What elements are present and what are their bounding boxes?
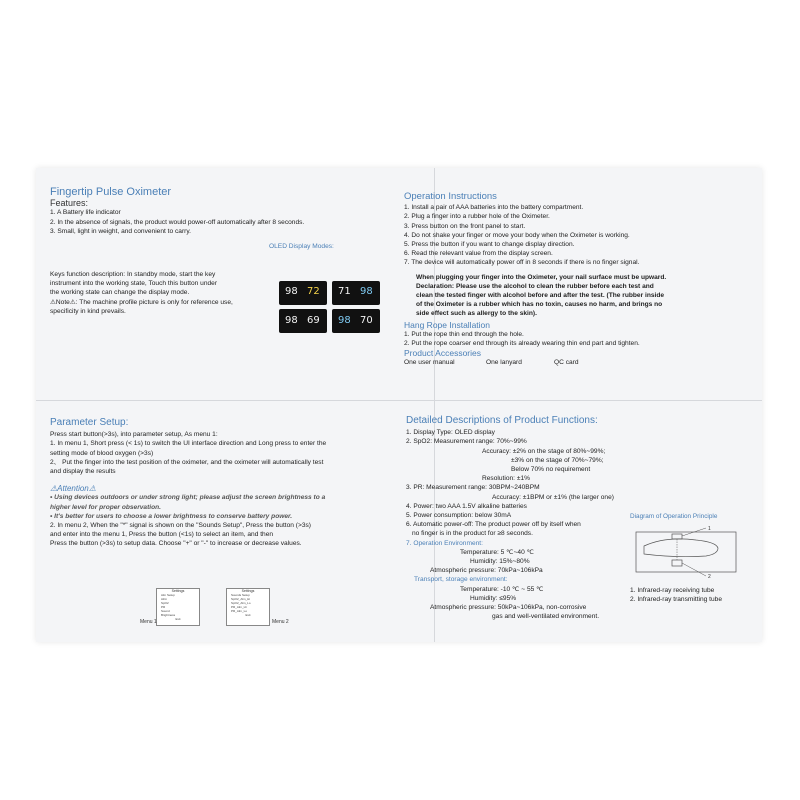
right-top-panel [404,192,754,368]
operation-title: Operation Instructions [404,191,497,202]
spec-line: 6. Automatic power-off: The product power off by itself when [406,521,581,529]
operation-principle-diagram [626,524,750,580]
oled-value: 98 [360,286,373,297]
feature-2: 2. In the absence of signals, the product would power-off automatically after 8 seconds. [50,218,305,226]
transmitter-box [672,560,682,566]
menu-row: Alrm [161,597,168,601]
parameter-setup-title: Parameter Setup: [50,417,129,428]
spec-line: 3. PR: Measurement range: 30BPM~240BPM [406,484,540,492]
oled-value: 72 [307,286,320,297]
oled-value: 69 [307,315,320,326]
warning-line: clean the tested finger with alcohol before and after the test. (The rubber inside [416,292,665,300]
spec-line: 2. SpO2: Measurement range: 70%~99% [406,438,527,446]
spec-line: Temperature: -10 ℃ ~ 55 ℃ [460,585,544,593]
spec-line: no finger is in the product for ≥8 seconds. [412,530,533,538]
hang-step: 2. Put the rope coarser end through its already wearing thin end part and tighten. [404,340,640,348]
menu-row: Brightness [161,613,176,617]
accessory-item: One lanyard [486,359,522,367]
keys-line: the working state can change the display mode. [50,289,190,297]
hang-rope-title: Hang Rope Installation [404,319,491,330]
spec-line: Accuracy: ±1BPM or ±1% (the larger one) [492,493,614,501]
horizontal-fold [36,400,762,401]
menu-2-label: Menu 2 [272,619,289,625]
menu2-line: and enter into the menu 1, Press the button (<1s) to select an item, and then [50,531,274,539]
spec-line: Atmospheric pressure: 70kPa~106kPa [430,567,543,575]
left-top-panel [50,188,420,236]
hang-step: 1. Put the rope thin end through the hole. [404,330,524,338]
menu-row: Sound [161,609,170,613]
attention-line: higher level for proper observation. [50,503,162,511]
menu-row: PR_Alm_Hi [231,605,247,609]
oled-label: OLED Display Modes: [269,243,334,250]
attention-line: • Using devices outdoors or under strong light; please adjust the screen brightness to a [50,494,326,502]
step: 4. Do not shake your finger or move your body when the Oximeter is working. [404,231,630,239]
product-title: Fingertip Pulse Oximeter [50,186,172,198]
feature-1: 1. A Battery life indicator [50,209,121,217]
leader-line-2 [682,563,706,576]
right-bottom-panel [406,416,636,621]
spec-line: Accuracy: ±2% on the stage of 80%~99%; [482,447,606,455]
oled-screen-1 [279,281,327,305]
menu-row: Alm Setup [161,593,175,597]
receiver-box [672,534,682,539]
step: 3. Press button on the front panel to start. [404,222,526,230]
functions-title: Detailed Descriptions of Product Functions: [406,415,598,426]
keys-line: instrument into the working state, Touch this button under [50,280,218,288]
diagram-title: Diagram of Operation Principle [630,513,718,520]
menu2-line: 2. In menu 2, When the "*" signal is shown on the "Sounds Setup", Press the button (>3s) [50,522,311,530]
setup-line: setting mode of blood oxygen (>3s) [50,449,154,457]
setup-intro: Press start button(>3s), into parameter setup, As menu 1: [50,431,218,439]
spec-line: 5. Power consumption: below 30mA [406,512,512,520]
warning-line: When plugging your finger into the Oximeter, your nail surface must be upward. [416,273,667,281]
step: 5. Press the button if you want to change display direction. [404,241,575,249]
left-bottom-panel [50,418,400,549]
note-line: specificity in kind prevails. [50,307,126,315]
diagram-number-2: 2 [708,574,711,580]
spec-line: Below 70% no requirement [511,466,591,474]
warning-line: Declaration: Please use the alcohol to clean the rubber before each test and [416,282,654,290]
warning-block [404,273,754,319]
menu-title: Settings [241,589,255,593]
instruction-sheet [36,168,762,642]
warning-line: side effect such as allergy to the skin). [416,310,537,318]
menu-row: Exit [175,617,181,621]
oled-screen-4 [332,309,380,333]
menu-row: PR_Alm_Lo [231,609,248,613]
menu-row: SpO2 [161,601,169,605]
menu-1-thumbnail [156,588,200,626]
menu-row: Exit [245,613,251,617]
oled-value: 98 [285,286,298,297]
oled-screen-3 [279,309,327,333]
device-outline [636,532,736,572]
attention-title: ⚠Attention⚠ [50,484,96,494]
spec-line: 1. Display Type: OLED display [406,429,495,437]
menu-1-label: Menu 1 [140,619,157,625]
keys-line: Keys function description: In standby mode, start the key [50,271,216,278]
legend-line: 1. Infrared-ray receiving tube [630,587,715,594]
accessory-item: QC card [554,359,579,367]
accessory-item: One user manual [404,359,455,367]
note-line: ⚠Note⚠: The machine profile picture is only for reference use, [50,298,233,306]
spec-line: Humidity: 15%~80% [470,558,530,566]
menu2-line: Press the button (>3s) to setup data. Choose "+" or "-" to increase or decrease values. [50,540,302,548]
spec-line: ±3% on the stage of 70%~79%; [511,456,604,464]
oled-screen-2 [332,281,380,305]
legend-line: 2. Infrared-ray transmitting tube [630,596,722,604]
oled-value: 71 [338,286,351,297]
diagram-legend [630,586,722,604]
keys-description [50,270,270,316]
menu-row: PR [161,605,166,609]
accessories-title: Product Accessories [404,348,482,359]
accessories-row [404,358,754,368]
menu-title: Settings [171,589,185,593]
step: 2. Plug a finger into a rubber hole of the Oximeter. [404,213,550,221]
menu-row: Sounds Setup [231,593,250,597]
menu-row: SpO2_Alm_Hi [231,597,251,601]
spec-line: Transport, storage environment: [414,576,508,584]
attention-line: • It's better for users to choose a lower brightness to conserve battery power. [50,512,293,520]
menu-2-thumbnail [226,588,270,626]
oled-value: 98 [338,315,351,326]
features-heading: Features: [50,198,89,209]
attention-block [50,493,400,521]
spec-line: Resolution: ±1% [482,475,530,483]
diagram-number-1: 1 [708,526,711,532]
spec-line: 7. Operation Environment: [406,539,483,547]
setup-line: 1. In menu 1, Short press (< 1s) to switch the UI interface direction and Long press to enter the [50,440,327,448]
oled-value: 70 [360,315,373,326]
finger-shape [644,539,718,557]
feature-3: 3. Small, light in weight, and convenient to carry. [50,227,191,235]
warning-line: of the Oximeter is a rubber which has no toxin, causes no harm, and brings no [416,301,663,309]
spec-line: Atmospheric pressure: 50kPa~106kPa, non-corrosive [430,604,587,612]
spec-line: 4. Power: two AAA 1.5V alkaline batteries [406,502,527,510]
step: 1. Install a pair of AAA batteries into the battery compartment. [404,204,584,212]
spec-line: Humidity: ≤95% [470,594,517,602]
setup-line: 2、 Put the finger into the test position of the oximeter, and the oximeter will automatically test [50,458,324,466]
spec-line: Temperature: 5 ℃~40 ℃ [460,548,535,556]
step: 7. The device will automatically power off in 8 seconds if there is no finger signal. [404,259,640,267]
spec-line: gas and well-ventilated environment. [492,613,600,621]
step: 6. Read the relevant value from the display screen. [404,250,553,258]
setup-line: and display the results [50,468,116,476]
menu-row: SpO2_Alm_Lo [231,601,251,605]
oled-value: 98 [285,315,298,326]
